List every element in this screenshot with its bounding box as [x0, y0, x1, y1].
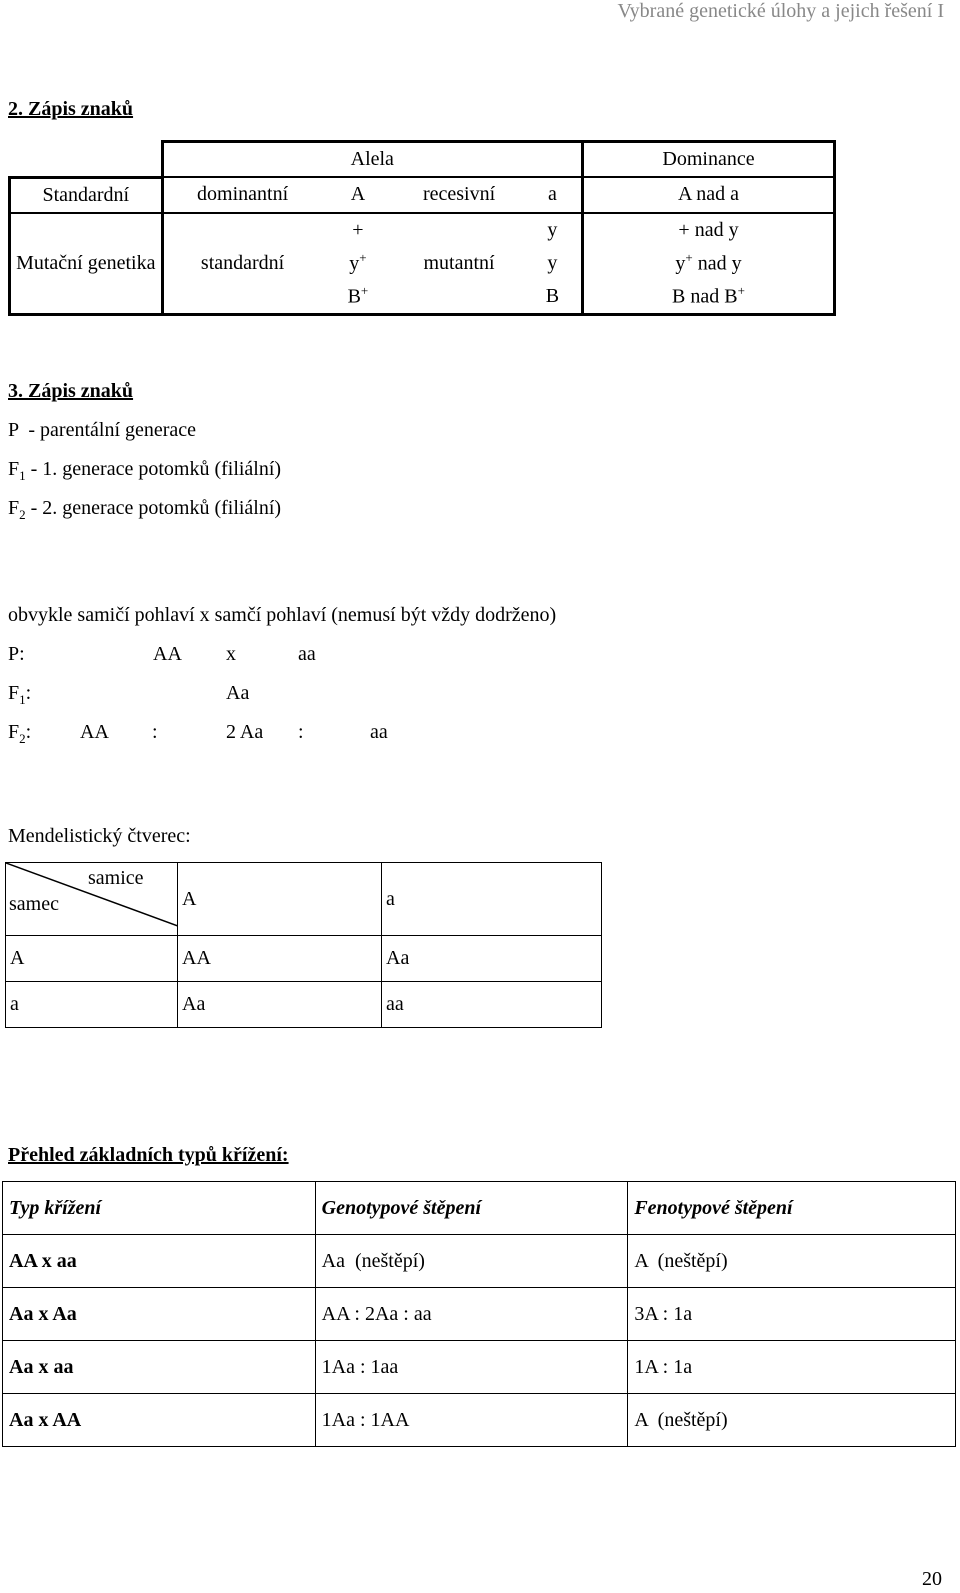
- col-header-a: a: [382, 863, 602, 936]
- f1-generation-line: $F_1 - 1$. generace potomků (filiální): [8, 458, 282, 483]
- row-header-A: A: [6, 936, 178, 982]
- mendel-title: Mendelistický čtverec:: [8, 825, 191, 847]
- f2-value-aa: AA: [80, 721, 109, 743]
- table-row: [3, 1394, 956, 1447]
- standardni-label: standardní: [162, 213, 322, 315]
- p-parent-b: aa: [298, 643, 316, 665]
- genotype-ratio: 1Aa : 1aa: [315, 1341, 628, 1394]
- col-alela: Alela: [162, 142, 582, 178]
- std-allele-2: y+: [349, 250, 367, 275]
- section-2-heading: 2. Zápis znaků: [8, 98, 134, 120]
- genotype-ratio: AA : 2Aa : aa: [315, 1288, 628, 1341]
- cell-aa: aa: [382, 982, 602, 1028]
- cell-AA: AA: [178, 936, 382, 982]
- dominant-allele: A: [322, 177, 395, 213]
- header-typ-krizeni: Typ křížení: [3, 1182, 316, 1235]
- row-mutacni-label: Mutační genetika: [10, 213, 163, 315]
- genotype-ratio: 1Aa : 1AA: [315, 1394, 628, 1447]
- section-3-heading: 3. Zápis znaků: [8, 380, 134, 402]
- corner-cell: [6, 863, 178, 936]
- recesivni-label: recesivní: [394, 177, 524, 213]
- dominantni-label: dominantní: [162, 177, 322, 213]
- std-allele-1: +: [352, 218, 364, 241]
- phenotype-ratio: 3A : 1a: [628, 1288, 956, 1341]
- f2-value-aa-rec: aa: [370, 721, 388, 743]
- phenotype-ratio: A (neštěpí): [628, 1394, 956, 1447]
- table-row: [3, 1235, 956, 1288]
- std-allele-3: B+: [322, 280, 395, 315]
- corner-samice: samice: [88, 867, 144, 889]
- table-row: [3, 1288, 956, 1341]
- f2-colon-1: :: [152, 721, 158, 743]
- alela-table: [8, 140, 836, 316]
- p-parent-a: AA: [153, 643, 182, 665]
- overview-heading: Přehled základních typů křížení:: [8, 1144, 289, 1166]
- f1-label: $F_1$:: [8, 682, 32, 707]
- row-header-a: a: [6, 982, 178, 1028]
- col-header-A: A: [178, 863, 382, 936]
- header-fenotypove: Fenotypové štěpení: [628, 1182, 956, 1235]
- f2-colon-2: :: [298, 721, 304, 743]
- cross-type: AA x aa: [3, 1235, 316, 1288]
- f2-label: $F_2$:: [8, 721, 32, 746]
- row-standardni-label: Standardní: [10, 177, 163, 213]
- f1-value: Aa: [226, 682, 250, 704]
- header-genotypove: Genotypové štěpení: [315, 1182, 628, 1235]
- phenotype-ratio: 1A : 1a: [628, 1341, 956, 1394]
- dominance-row2: + nad y: [583, 213, 835, 247]
- p-cross-x: x: [226, 643, 236, 665]
- running-header: Vybrané genetické úlohy a jejich řešení I: [617, 0, 944, 22]
- p-label: P:: [8, 643, 25, 665]
- genotype-ratio: Aa (neštěpí): [315, 1235, 628, 1288]
- dominance-row4: B nad B+: [583, 280, 835, 315]
- p-generation-line: P - parentální generace: [8, 419, 197, 441]
- cross-types-table: [2, 1181, 956, 1447]
- f2-generation-line: $F_2 - 2$. generace potomků (filiální): [8, 497, 282, 522]
- cross-note: obvykle samičí pohlaví x samčí pohlaví (nemusí být vždy dodrženo): [8, 604, 557, 626]
- mut-allele-3: B: [524, 280, 583, 315]
- f2-value-2aa: 2 Aa: [226, 721, 264, 743]
- mut-allele-2: y: [547, 251, 558, 274]
- page-number: 20: [922, 1568, 942, 1590]
- cell-Aa-2: Aa: [178, 982, 382, 1028]
- mut-allele-1: y: [547, 218, 558, 241]
- cross-type: Aa x Aa: [3, 1288, 316, 1341]
- col-dominance: Dominance: [583, 142, 835, 178]
- mendel-square: [5, 862, 602, 1028]
- table-row: [3, 1341, 956, 1394]
- dominance-row1: A nad a: [583, 177, 835, 213]
- recessive-allele: a: [524, 177, 583, 213]
- corner-samec: samec: [9, 893, 59, 915]
- cell-Aa: Aa: [382, 936, 602, 982]
- cross-type: Aa x aa: [3, 1341, 316, 1394]
- mutantni-label: mutantní: [394, 213, 524, 315]
- dominance-row3: y+ nad y: [583, 247, 835, 280]
- phenotype-ratio: A (neštěpí): [628, 1235, 956, 1288]
- cross-type: Aa x AA: [3, 1394, 316, 1447]
